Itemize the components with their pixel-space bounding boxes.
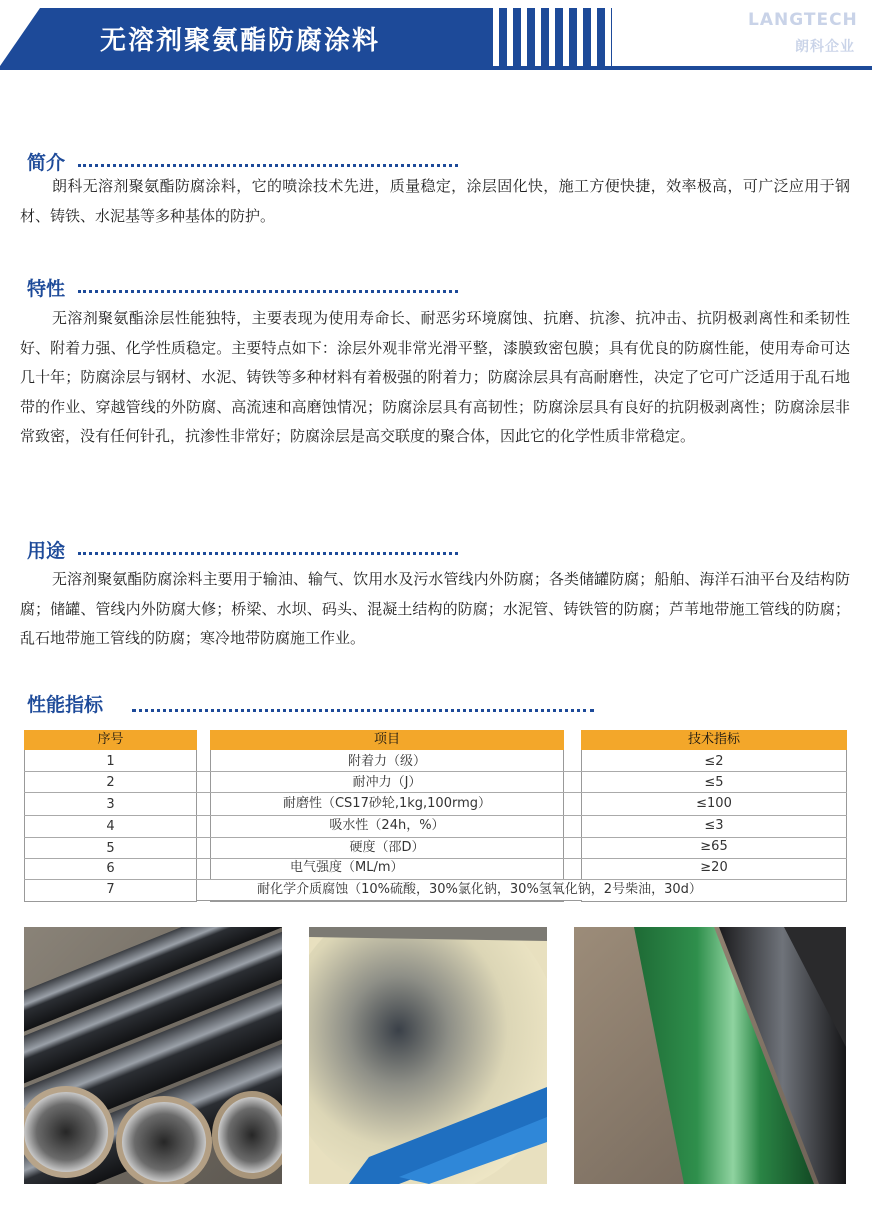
section-title-uses: 用途: [27, 540, 66, 562]
table-row-4-item: 吸水性（24h，%）: [329, 818, 445, 833]
table-row-1-spec: ≤2: [704, 754, 724, 769]
intro-paragraph: 朗科无溶剂聚氨酯防腐涂料，它的喷涂技术先进，质量稳定，涂层固化快，施工方便快捷，效率极高，可广泛应用于钢材、铸铁、水泥基等多种基体的防护。: [20, 177, 850, 225]
table-row-6-item: 电气强度（ML/m）: [290, 860, 404, 875]
features-paragraph: 无溶剂聚氨酯涂层性能独特，主要表现为使用寿命长、耐恶劣环境腐蚀、抗磨、抗渗、抗冲击、抗阴极剥离性和柔韧性好、附着力强、化学性质稳定。主要特点如下：涂层外观非常光滑平整，漆膜致密包膜；具有优良的防腐性能，使用寿命可达几十年；防腐涂层与钢材、水泥、铸铁等多种材料有着极强的附着力；防腐涂层具有高耐磨性，决定了它可广泛适用于乱石地带的作业、穿越管线的外防腐、高流速和高磨蚀情况；防腐涂层具有高韧性；防腐涂层具有良好的抗阴极剥离性；防腐涂层非常致密，没有任何针孔，抗渗性非常好；防腐涂层是高交联度的聚合体，因此它的化学性质非常稳定。: [20, 309, 850, 445]
section-dots-intro: [78, 164, 458, 167]
uses-paragraph: 无溶剂聚氨酯防腐涂料主要用于输油、输气、饮用水及污水管线内外防腐；各类储罐防腐；船舶、海洋石油平台及结构防腐；储罐、管线内外防腐大修；桥梁、水坝、码头、混凝土结构的防腐；水泥管、铸铁管的防腐；芦苇地带施工管线的防腐；乱石地带施工管线的防腐；寒冷地带防腐施工作业。: [20, 570, 850, 647]
pipe-interior-coating-photo: [309, 927, 547, 1184]
table-header-item: 项目: [210, 730, 564, 750]
table-row-7-no: 7: [106, 882, 115, 897]
section-title-intro: 简介: [27, 152, 66, 174]
table-row-1-item: 附着力（级）: [347, 754, 426, 769]
table-row-2-spec: ≤5: [704, 775, 724, 790]
section-title-specs: 性能指标: [27, 694, 104, 716]
company-logo-cn: 朗科企业: [795, 39, 855, 55]
section-dots-features: [78, 290, 458, 293]
table-row-3-spec: ≤100: [696, 796, 732, 811]
table-header-spec: 技术指标: [581, 730, 847, 750]
table-row-2-item: 耐冲力（J）: [352, 775, 422, 790]
table-row-3-no: 3: [106, 797, 115, 812]
table-row-2-no: 2: [106, 775, 115, 790]
section-dots-uses: [78, 552, 458, 555]
table-row-4-spec: ≤3: [704, 818, 724, 833]
company-logo-en: LANGTECH: [748, 10, 858, 30]
header-stripes: [493, 8, 653, 66]
table-row-5-no: 5: [106, 841, 115, 856]
table-row-6-no: 6: [106, 861, 115, 876]
black-coated-pipes-photo: [24, 927, 282, 1184]
table-row-4-no: 4: [106, 819, 115, 834]
table-row-1-no: 1: [106, 754, 115, 769]
section-dots-specs: [132, 709, 594, 712]
header-rule: [0, 66, 872, 70]
table-row-5-spec: ≥65: [700, 839, 728, 854]
table-row-7-item: 耐化学介质腐蚀（10%硫酸，30%氯化钠，30%氢氧化钠，2号柴油，30d）: [257, 882, 702, 897]
green-coated-pipes-photo: [574, 927, 846, 1184]
table-header-no: 序号: [24, 730, 197, 750]
spec-table: [0, 730, 872, 902]
table-row-3-item: 耐磨性（CS17砂轮,1kg,100rmg）: [282, 796, 492, 811]
table-row-6-spec: ≥20: [700, 860, 728, 875]
page-title: 无溶剂聚氨酯防腐涂料: [100, 26, 381, 56]
table-row-5-item: 硬度（邵D）: [349, 840, 425, 855]
section-title-features: 特性: [27, 278, 66, 300]
